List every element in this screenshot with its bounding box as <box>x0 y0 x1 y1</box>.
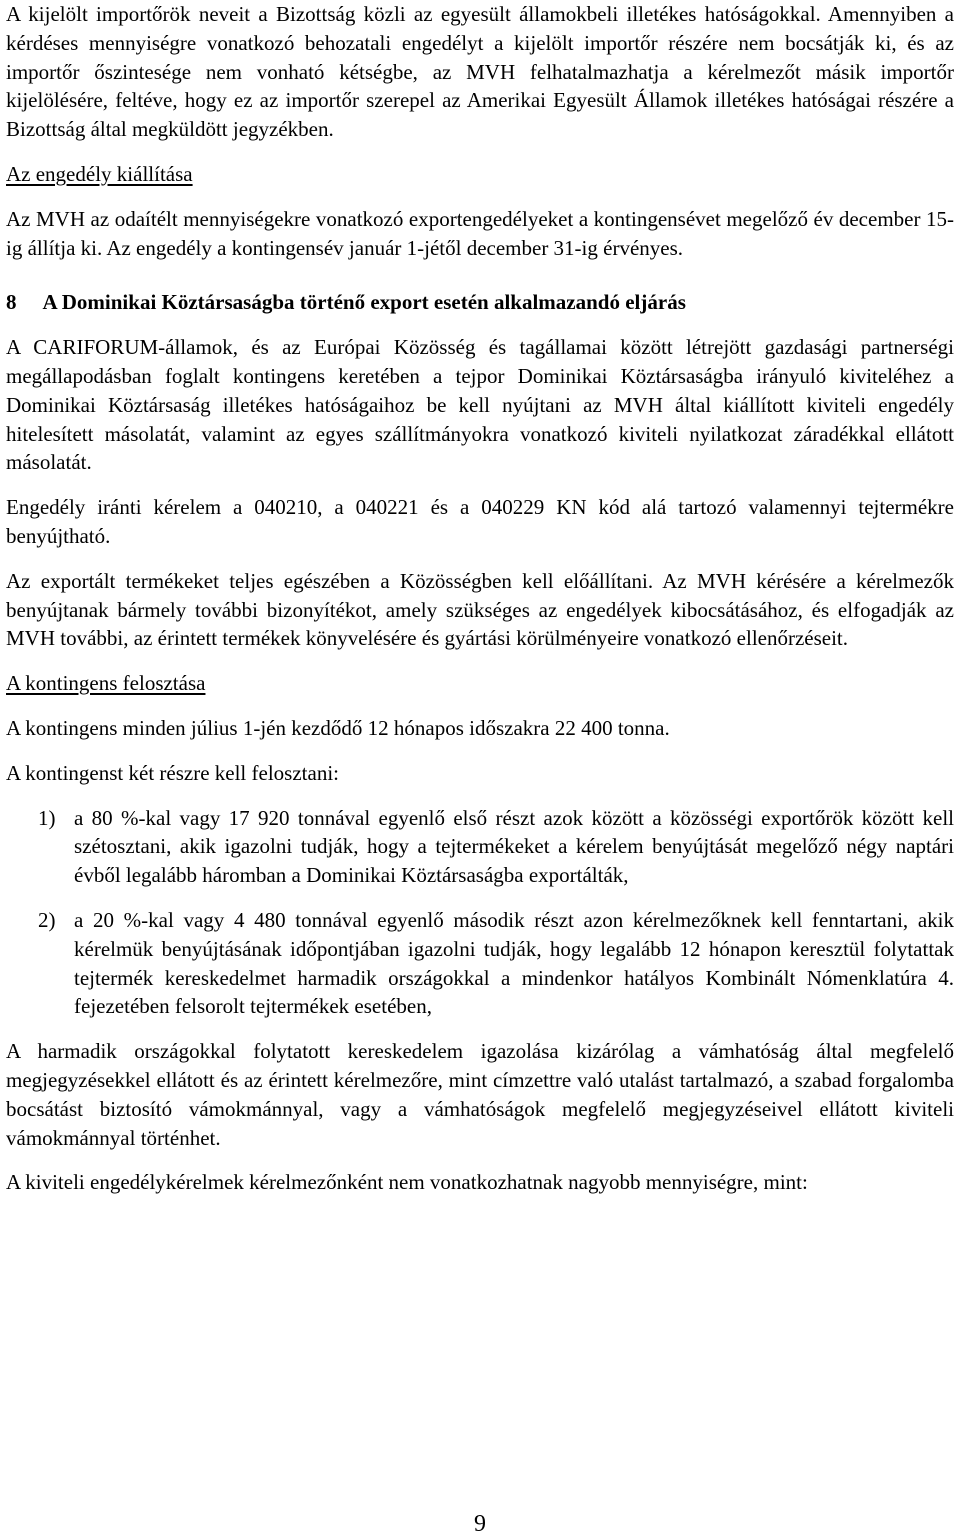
paragraph-application-limit: A kiviteli engedélykérelmek kérelmezőnként nem vonatkozhatnak nagyobb mennyiségre, mint: <box>6 1170 808 1195</box>
section-number: 8 <box>6 290 17 315</box>
page-number: 9 <box>474 1511 486 1537</box>
paragraph-production: Az exportált termékeket teljes egészében a Közösségben kell előállítani. Az MVH kérésére a kérelmezők benyújtanak bármely további bizonyítékot, amely szükséges az engedélyek kibocsátásához, és elfogadják az MVH további, az érintett termékek könyvelésére és gyártási körülményeire vonatkozó ellenőrzéseit. <box>6 568 954 651</box>
paragraph-license-validity: Az MVH az odaítélt mennyiségekre vonatkozó exportengedélyeket a kontingensévet megelőző év december 15-ig állítja ki. Az engedély a kontingensév január 1-jétől december 31-ig érvényes. <box>6 206 954 260</box>
list-item <box>6 804 954 890</box>
paragraph-trade-proof: A harmadik országokkal folytatott kereskedelem igazolása kizárólag a vámhatóság által megfelelő megjegyzésekkel ellátott és az érintett kérelmezőre, mint címzettre való utalást tartalmazó, a szabad forgalomba bocsátást biztosító vámokmánnyal, vagy a vámhatóságok megfelelő megjegyzéseivel ellátott kiviteli vámokmánnyal történhet. <box>6 1039 954 1150</box>
paragraph-cariforum: A CARIFORUM-államok, és az Európai Közösség és tagállamai között létrejött gazdasági partnerségi megállapodásban foglalt kontingens keretében a tejpor Dominikai Köztársaságba irányuló kiviteléhez a Dominikai Köztársaság illetékes hatóságaihoz be kell nyújtani az MVH által kiállított kiviteli engedély hitelesített másolatát, valamint az egyes szállítmányokra vonatkozó kiviteli nyilatkozat záradékkal ellátott másolatát. <box>6 335 954 475</box>
document-page <box>6 0 954 1197</box>
list-item-text: a 80 %-kal vagy 17 920 tonnával egyenlő első részt azok között a közösségi exportőrök között kell szétosztani, akik igazolni tudják, hogy a tejtermékeket a kérelem benyújtását megelőző négy naptári évből legalább háromban a Dominikai Köztársaságba exportálták, <box>74 805 954 888</box>
section-heading <box>6 288 954 317</box>
heading-quota-allocation-text: A kontingens felosztása <box>6 671 206 696</box>
list-item-text: a 20 %-kal vagy 4 480 tonnával egyenlő második részt azon kérelmezőknek kell fenntartani, akik kérelmük benyújtásának időpontjában igazolni tudják, hogy legalább 12 hónapon keresztül folytattak tejtermék kereskedelmet harmadik országokkal a mindenkor hatályos Kombinált Nómenklatúra 4. fejezetében felsorolt tejtermékek esetében, <box>74 907 954 1019</box>
list-item-number: 1) <box>38 805 56 830</box>
paragraph-quota-amount: A kontingens minden július 1-jén kezdődő 12 hónapos időszakra 22 400 tonna. <box>6 715 670 740</box>
heading-license-issuance <box>6 160 954 189</box>
heading-quota-allocation <box>6 669 954 698</box>
list-item <box>6 906 954 1021</box>
quota-list <box>6 804 954 1022</box>
section-title: A Dominikai Köztársaságba történő export esetén alkalmazandó eljárás <box>42 290 686 315</box>
paragraph-importers: A kijelölt importőrök neveit a Bizottság közli az egyesült államokbeli illetékes hatóságokkal. Amennyiben a kérdéses mennyiségre vonatkozó behozatali engedélyt a kijelölt importőr részére nem bocsátják ki, és az importőr őszintesége nem vonható kétségbe, az MVH felhatalmazhatja a kérelmezőt másik importőr kijelölésére, feltéve, hogy ez az importőr szerepel az Amerikai Egyesült Államok illetékes hatóságai részére a Bizottság által megküldött jegyzékben. <box>6 2 954 142</box>
paragraph-kn-codes: Engedély iránti kérelem a 040210, a 040221 és a 040229 KN kód alá tartozó valamennyi tejtermékre benyújtható. <box>6 495 954 548</box>
heading-license-issuance-text: Az engedély kiállítása <box>6 161 193 186</box>
list-item-number: 2) <box>38 907 56 932</box>
paragraph-quota-split: A kontingenst két részre kell felosztani: <box>6 760 339 785</box>
